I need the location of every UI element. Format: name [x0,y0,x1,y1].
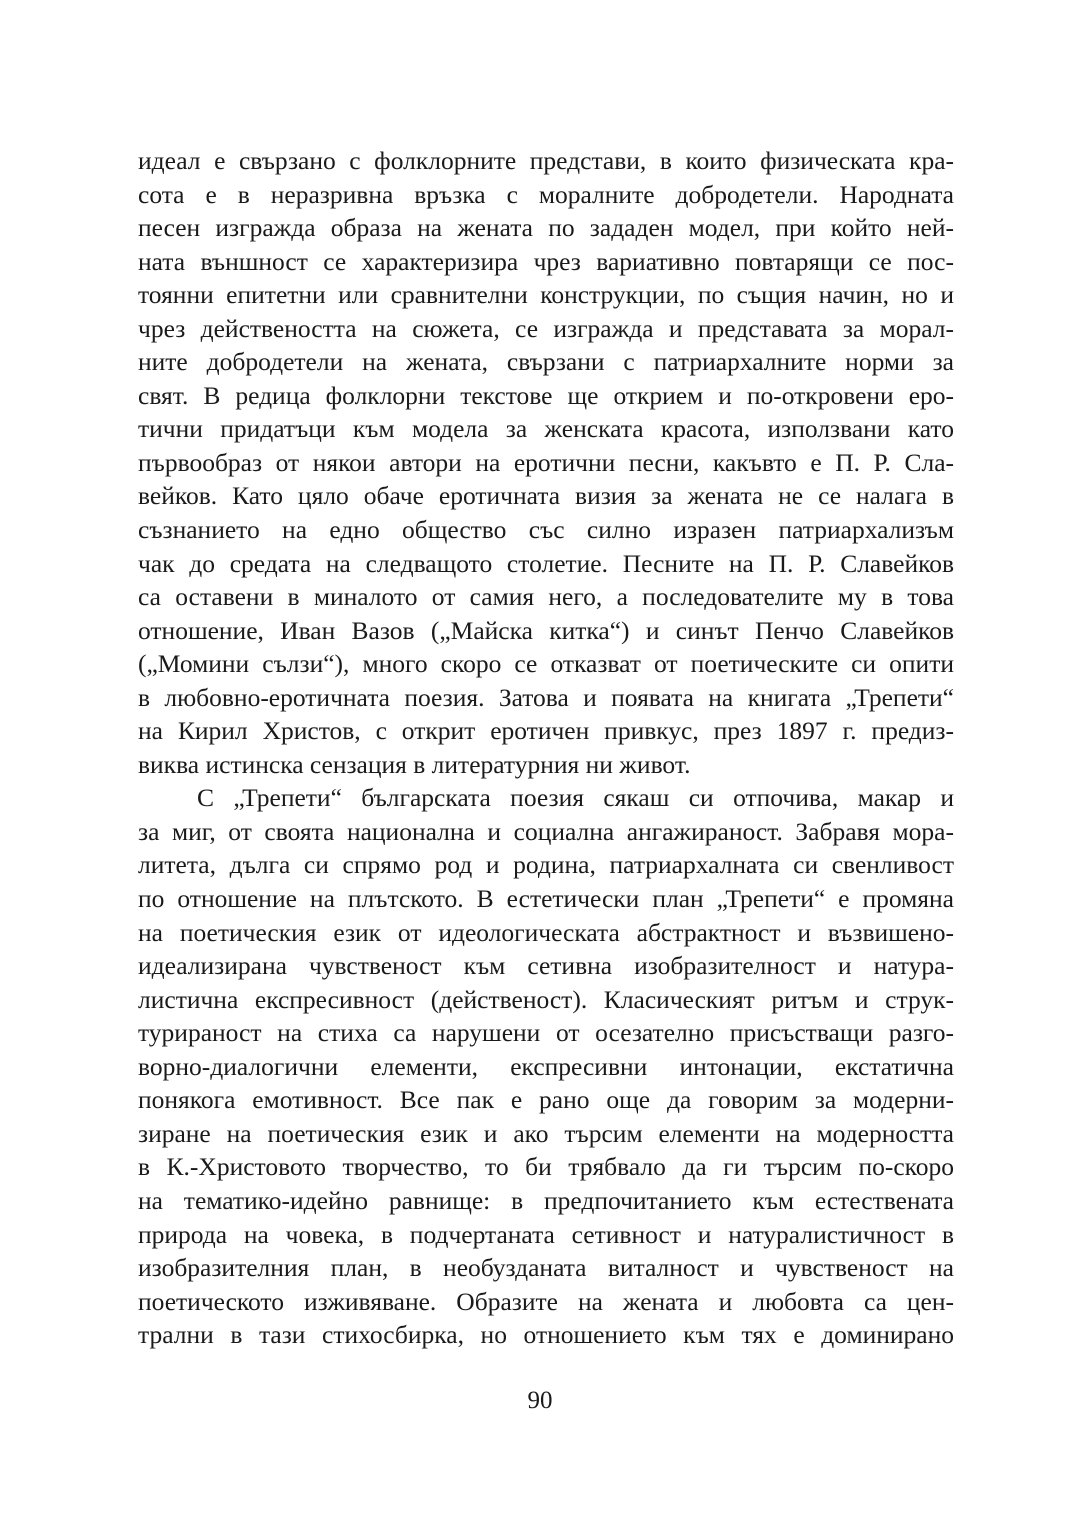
text-line: изобразителния план, в необузданата виталност и чувственост на [138,1253,954,1283]
text-line: на Кирил Христов, с открит еротичен привкус, през 1897 г. предиз- [138,716,954,746]
text-line: за миг, от своята национална и социална ангажираност. Забравя мора- [138,816,954,846]
text-line: природа на човека, в подчертаната сетивност и натуралистичност в [138,1219,954,1249]
text-line: по отношение на плътското. В естетически план „Трепети“ е промяна [138,884,954,914]
text-line: зиране на поетическия език и ако търсим елементи на модерността [138,1118,954,1148]
text-line: на тематико-идейно равнище: в предпочитанието към естествената [138,1185,954,1215]
page-number: 90 [527,1387,553,1414]
text-line: първообраз от някои автори на еротични песни, какъвто е П. Р. Сла- [138,447,954,477]
text-line: литета, дълга си спрямо род и родина, патриархалната си свенливост [138,850,954,880]
text-line: тични придатъци към модела за женската красота, използвани като [138,414,954,444]
text-line: чак до средата на следващото столетие. Песните на П. Р. Славейков [138,548,954,578]
paragraph-2 [138,781,954,1351]
text-line: поетическото изживяване. Образите на жената и любовта са цен- [138,1286,954,1316]
text-line: песен изгражда образа на жената по зададен модел, при който ней- [138,213,954,243]
text-line: („Момини сълзи“), много скоро се отказват от поетическите си опити [138,649,954,679]
text-line: листична експресивност (действеност). Класическият ритъм и струк- [138,984,954,1014]
text-line: С „Трепети“ българската поезия сякаш си отпочива, макар и [197,783,954,813]
text-line: съзнанието на едно общество със силно изразен патриархализъм [138,515,954,545]
text-line: турираност на стиха са нарушени от осезателно присъстващи разго- [138,1018,954,1048]
text-line: сота е в неразривна връзка с моралните добродетели. Народната [138,179,954,209]
text-line: на поетическия език от идеологическата абстрактност и възвишено- [138,917,954,947]
text-line: вейков. Като цяло обаче еротичната визия за жената не се налага в [138,481,954,511]
text-line: отношение, Иван Вазов („Майска китка“) и синът Пенчо Славейков [138,615,954,645]
text-line: свят. В редица фолклорни текстове ще открием и по-откровени еро- [138,380,954,410]
text-line: идеал е свързано с фолклорните представи, в които физическата кра- [138,146,954,175]
text-line: тоянни епитетни или сравнителни конструкции, по същия начин, но и [138,280,954,310]
paragraph-1 [138,144,954,781]
text-line: в К.-Христовото творчество, то би трябвало да ги търсим по-скоро [138,1152,954,1182]
text-line: са оставени в миналото от самия него, а последователите му в това [138,582,954,612]
text-line: в любовно-еротичната поезия. Затова и появата на книгата „Трепети“ [138,682,954,712]
text-line: ните добродетели на жената, свързани с патриархалните норми за [138,347,954,377]
text-line: виква истинска сензация в литературния ни живот. [138,749,691,779]
text-line: ворно-диалогични елементи, експресивни интонации, екстатична [138,1051,954,1081]
text-line: ната външност се характеризира чрез вариативно повтарящи се пос- [138,246,954,276]
text-line: чрез действеността на сюжета, се изгражда и представата за морал- [138,313,954,343]
text-line: понякога емотивност. Все пак е рано още да говорим за модерни- [138,1085,954,1115]
body-text [138,144,954,1352]
text-line: трални в тази стихосбирка, но отношението към тях е доминирано [138,1320,954,1350]
text-line: идеализирана чувственост към сетивна изобразителност и натура- [138,951,954,981]
